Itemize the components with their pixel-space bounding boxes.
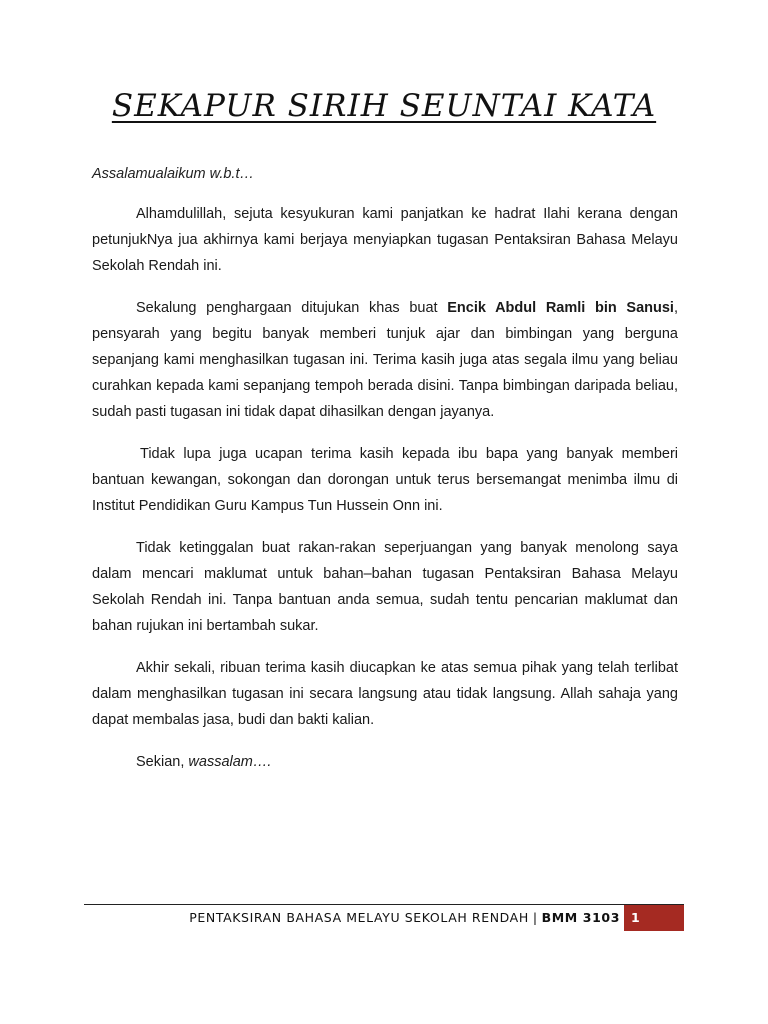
- page-number-badge: [624, 905, 684, 931]
- document-body: [92, 201, 678, 791]
- lecturer-name: Encik Abdul Ramli bin Sanusi: [447, 300, 674, 316]
- page-number: 1: [631, 910, 640, 925]
- paragraph-4: Tidak ketinggalan buat rakan-rakan seperjuangan yang banyak menolong saya dalam mencari maklumat untuk bahan–bahan tugasan Pentaksiran Bahasa Melayu Sekolah Rendah ini. Tanpa bantuan anda semua, sudah tentu pencarian maklumat dan bahan rujukan ini bertambah sukar.: [92, 540, 678, 634]
- footer-course-code: BMM 3103: [541, 910, 620, 925]
- closing-line: [92, 749, 678, 775]
- closing-salutation: wassalam….: [188, 754, 272, 770]
- document-title: SEKAPUR SIRIH SEUNTAI KATA: [111, 88, 657, 124]
- paragraph-3: Tidak lupa juga ucapan terima kasih kepada ibu bapa yang banyak memberi bantuan kewangan, sokongan dan dorongan untuk terus bersemangat menimba ilmu di Institut Pendidikan Guru Kampus Tun Hussein Onn ini.: [92, 446, 678, 514]
- paragraph-5: Akhir sekali, ribuan terima kasih diucapkan ke atas semua pihak yang telah terlibat dalam menghasilkan tugasan ini secara langsung atau tidak langsung. Allah sahaja yang dapat membalas jasa, budi dan bakti kalian.: [92, 660, 678, 728]
- footer-divider: [84, 904, 684, 905]
- paragraph-2-intro: Sekalung penghargaan ditujukan khas buat: [136, 300, 448, 316]
- closing-prefix: Sekian,: [136, 754, 189, 770]
- paragraph-2: [92, 295, 678, 425]
- paragraph-1: Alhamdulillah, sejuta kesyukuran kami panjatkan ke hadrat Ilahi kerana dengan petunjukNya jua akhirnya kami berjaya menyiapkan tugasan Pentaksiran Bahasa Melayu Sekolah Rendah ini.: [92, 206, 678, 274]
- footer-header: [84, 910, 620, 925]
- footer-separator: |: [532, 910, 538, 925]
- greeting-text: Assalamualaikum w.b.t…: [92, 166, 254, 182]
- footer-course-title: PENTAKSIRAN BAHASA MELAYU SEKOLAH RENDAH: [189, 910, 529, 925]
- paragraph-2-rest: , pensyarah yang begitu banyak memberi tunjuk ajar dan bimbingan yang berguna sepanjang kami menghasilkan tugasan ini. Terima kasih juga atas segala ilmu yang beliau curahkan kepada kami sepanjang tempoh berada disini. Tanpa bimbingan daripada beliau, sudah pasti tugasan ini tidak dapat dihasilkan dengan jayanya.: [92, 300, 678, 420]
